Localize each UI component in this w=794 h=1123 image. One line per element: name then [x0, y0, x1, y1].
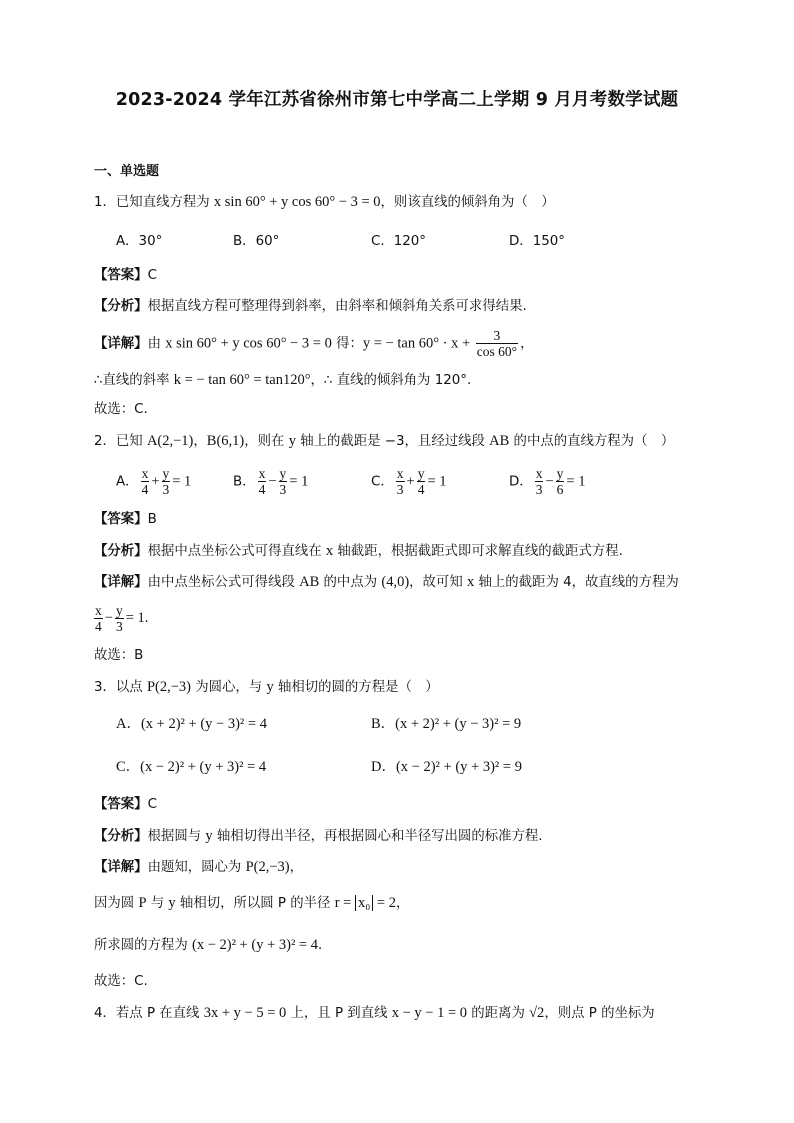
q2-option-c: C． $\frac{x}{3}$ + $\frac{y}{4}$ = 1: [371, 466, 447, 497]
q1-fraction: $\frac{3}{\cos 60^\circ}$: [476, 328, 518, 359]
q2-answer: 【答案】B: [94, 512, 157, 527]
question-1: 1．已知直线方程为 x sin 60° + y cos 60° − 3 = 0，则该直线的倾斜角为（ ）: [94, 194, 555, 210]
document-title: 2023-2024 学年江苏省徐州市第七中学高二上学期 9 月月考数学试题: [115, 90, 679, 110]
q3-option-a: A．(x + 2)² + (y − 3)² = 4: [116, 716, 267, 732]
q1-detail-line-2: ∴直线的斜率 k = − tan 60° = tan120°，∴ 直线的倾斜角为 120°.: [94, 372, 472, 388]
section-heading: 一、单选题: [94, 164, 160, 179]
q3-detail-line-2: 因为圆 P 与 y 轴相切，所以圆 P 的半径 r = x₀ = 2，: [94, 895, 410, 911]
q1-option-a: A．30°: [116, 234, 163, 249]
q3-detail-line-1: 【详解】由题知，圆心为 P(2,−3)，: [94, 859, 303, 875]
q3-option-c: C．(x − 2)² + (y + 3)² = 4: [116, 759, 267, 775]
question-2: 2．已知 A(2,−1)，B(6,1)，则在 y 轴上的截距是 −3，且经过线段 AB 的中点的直线方程为（ ）: [94, 433, 675, 449]
question-3: 3．以点 P(2,−3) 为圆心，与 y 轴相切的圆的方程是（ ）: [94, 679, 439, 695]
q3-detail-line-3: 所求圆的方程为 (x − 2)² + (y + 3)² = 4.: [94, 937, 323, 953]
q2-detail-line-2: $\frac{x}{4}$ − $\frac{y}{3}$ = 1.: [95, 602, 149, 634]
q1-conclusion: 故选：C.: [94, 402, 148, 417]
q3-option-b: B．(x + 2)² + (y − 3)² = 9: [371, 716, 522, 732]
q1-option-d: D．150°: [509, 234, 565, 249]
q1-option-c: C．120°: [371, 234, 426, 249]
q1-answer: 【答案】C: [94, 268, 157, 283]
q2-option-a: A． $\frac{x}{4}$ + $\frac{y}{3}$ = 1: [116, 466, 192, 497]
q3-conclusion: 故选：C.: [94, 974, 148, 989]
q1-option-b: B．60°: [233, 234, 280, 249]
q2-conclusion: 故选：B: [94, 648, 144, 663]
q2-option-d: D． $\frac{x}{3}$ − $\frac{y}{6}$ = 1: [509, 466, 586, 497]
q3-answer: 【答案】C: [94, 797, 157, 812]
q2-detail-line-1: 【详解】由中点坐标公式可得线段 AB 的中点为 (4,0)，故可知 x 轴上的截距为 4，故直线的方程为: [94, 574, 679, 590]
q2-option-b: B． $\frac{x}{4}$ − $\frac{y}{3}$ = 1: [233, 466, 309, 497]
q3-analysis: 【分析】根据圆与 y 轴相切得出半径，再根据圆心和半径写出圆的标准方程.: [94, 828, 543, 844]
q1-detail-line-1: 【详解】由 x sin 60° + y cos 60° − 3 = 0 得：y = − tan 60° · x + $\frac{3}{\cos 60^\circ}$ ，: [94, 328, 534, 359]
q1-analysis: 【分析】根据直线方程可整理得到斜率，由斜率和倾斜角关系可求得结果.: [94, 299, 527, 314]
q2-analysis: 【分析】根据中点坐标公式可得直线在 x 轴截距，根据截距式即可求解直线的截距式方程.: [94, 543, 623, 559]
question-4: 4．若点 P 在直线 3x + y − 5 = 0 上，且 P 到直线 x − y − 1 = 0 的距离为 √2，则点 P 的坐标为: [94, 1005, 655, 1021]
q3-option-d: D．(x − 2)² + (y + 3)² = 9: [371, 759, 522, 775]
